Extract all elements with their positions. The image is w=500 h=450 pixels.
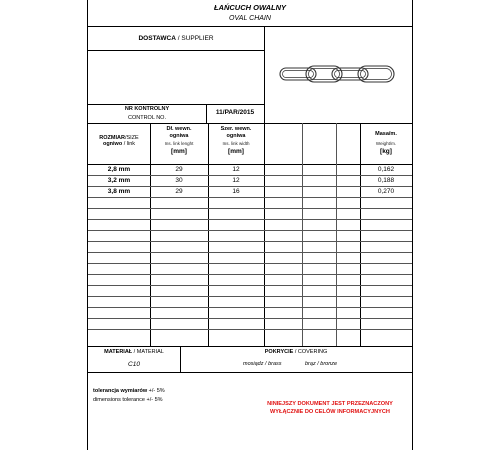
- material-value: C10: [128, 361, 140, 368]
- material-label: MATERIAŁ / MATERIAL: [104, 349, 164, 355]
- column-line: [360, 123, 361, 346]
- title-en: OVAL CHAIN: [229, 15, 271, 22]
- column-line: [150, 123, 151, 346]
- row-line: [88, 263, 412, 264]
- mass-cell: 0,188: [377, 177, 395, 184]
- mass-cell: 0,162: [377, 166, 395, 173]
- column-line: [208, 123, 209, 346]
- divider: [88, 104, 265, 105]
- size-cell: 2,8 mm: [107, 166, 131, 173]
- row-line: [88, 175, 412, 176]
- divider: [88, 123, 412, 124]
- column-line: [336, 123, 337, 346]
- divider: [88, 372, 412, 373]
- length-cell: 29: [175, 188, 183, 195]
- divider: [88, 50, 265, 51]
- width-header: Szer. wewn. ogniwa Ins. link width [mm]: [220, 126, 252, 155]
- oval-chain-illustration: [278, 62, 398, 86]
- mass-cell: 0,270: [377, 188, 395, 195]
- tolerance-pl: tolerancja wymiarów +/- 5%: [93, 388, 165, 394]
- title-pl: ŁAŃCUCH OWALNY: [213, 3, 287, 12]
- size-header: ROZMIAR/SIZE ogniwo / link: [99, 135, 139, 147]
- row-line: [88, 208, 412, 209]
- row-line: [88, 197, 412, 198]
- table-row: [88, 175, 412, 186]
- table-row: [88, 186, 412, 197]
- divider: [264, 26, 265, 123]
- divider: [88, 26, 412, 27]
- width-cell: 12: [232, 166, 240, 173]
- length-header: Dł. wewn. ogniwa Ins. link lenght [mm]: [164, 126, 194, 155]
- length-cell: 29: [175, 166, 183, 173]
- row-line: [88, 274, 412, 275]
- covering-label: POKRYCIE / COVERING: [264, 349, 328, 355]
- control-number: 11/PAR/2015: [215, 109, 255, 116]
- row-line: [88, 252, 412, 253]
- covering-option-brass: mosiądz / brass: [243, 361, 282, 367]
- informational-notice: NINIEJSZY DOKUMENT JEST PRZEZNACZONY WYŁĄCZNIE DO CELÓW INFORMACYJNYCH: [267, 401, 393, 415]
- width-cell: 12: [232, 177, 240, 184]
- tolerance-en: dimensions tolerance +/- 5%: [93, 397, 163, 403]
- row-line: [88, 318, 412, 319]
- row-line: [88, 241, 412, 242]
- row-line: [88, 296, 412, 297]
- column-line: [302, 123, 303, 346]
- row-line: [88, 230, 412, 231]
- size-cell: 3,8 mm: [107, 188, 131, 195]
- row-line: [88, 329, 412, 330]
- length-cell: 30: [175, 177, 183, 184]
- row-line: [88, 186, 412, 187]
- column-line: [264, 123, 265, 346]
- control-label-pl: NR KONTROLNY: [124, 106, 170, 112]
- mass-header: Masa/m. Weight/m. [kg]: [375, 131, 397, 155]
- row-line: [88, 307, 412, 308]
- size-cell: 3,2 mm: [107, 177, 131, 184]
- row-line: [88, 219, 412, 220]
- product-sheet: [87, 0, 413, 450]
- width-cell: 16: [232, 188, 240, 195]
- table-row: [88, 164, 412, 175]
- divider: [88, 346, 412, 347]
- row-line: [88, 285, 412, 286]
- control-label-en: CONTROL NO.: [128, 115, 166, 121]
- supplier-label: DOSTAWCA / SUPPLIER: [138, 35, 214, 42]
- covering-option-bronze: brąz / bronze: [305, 361, 338, 367]
